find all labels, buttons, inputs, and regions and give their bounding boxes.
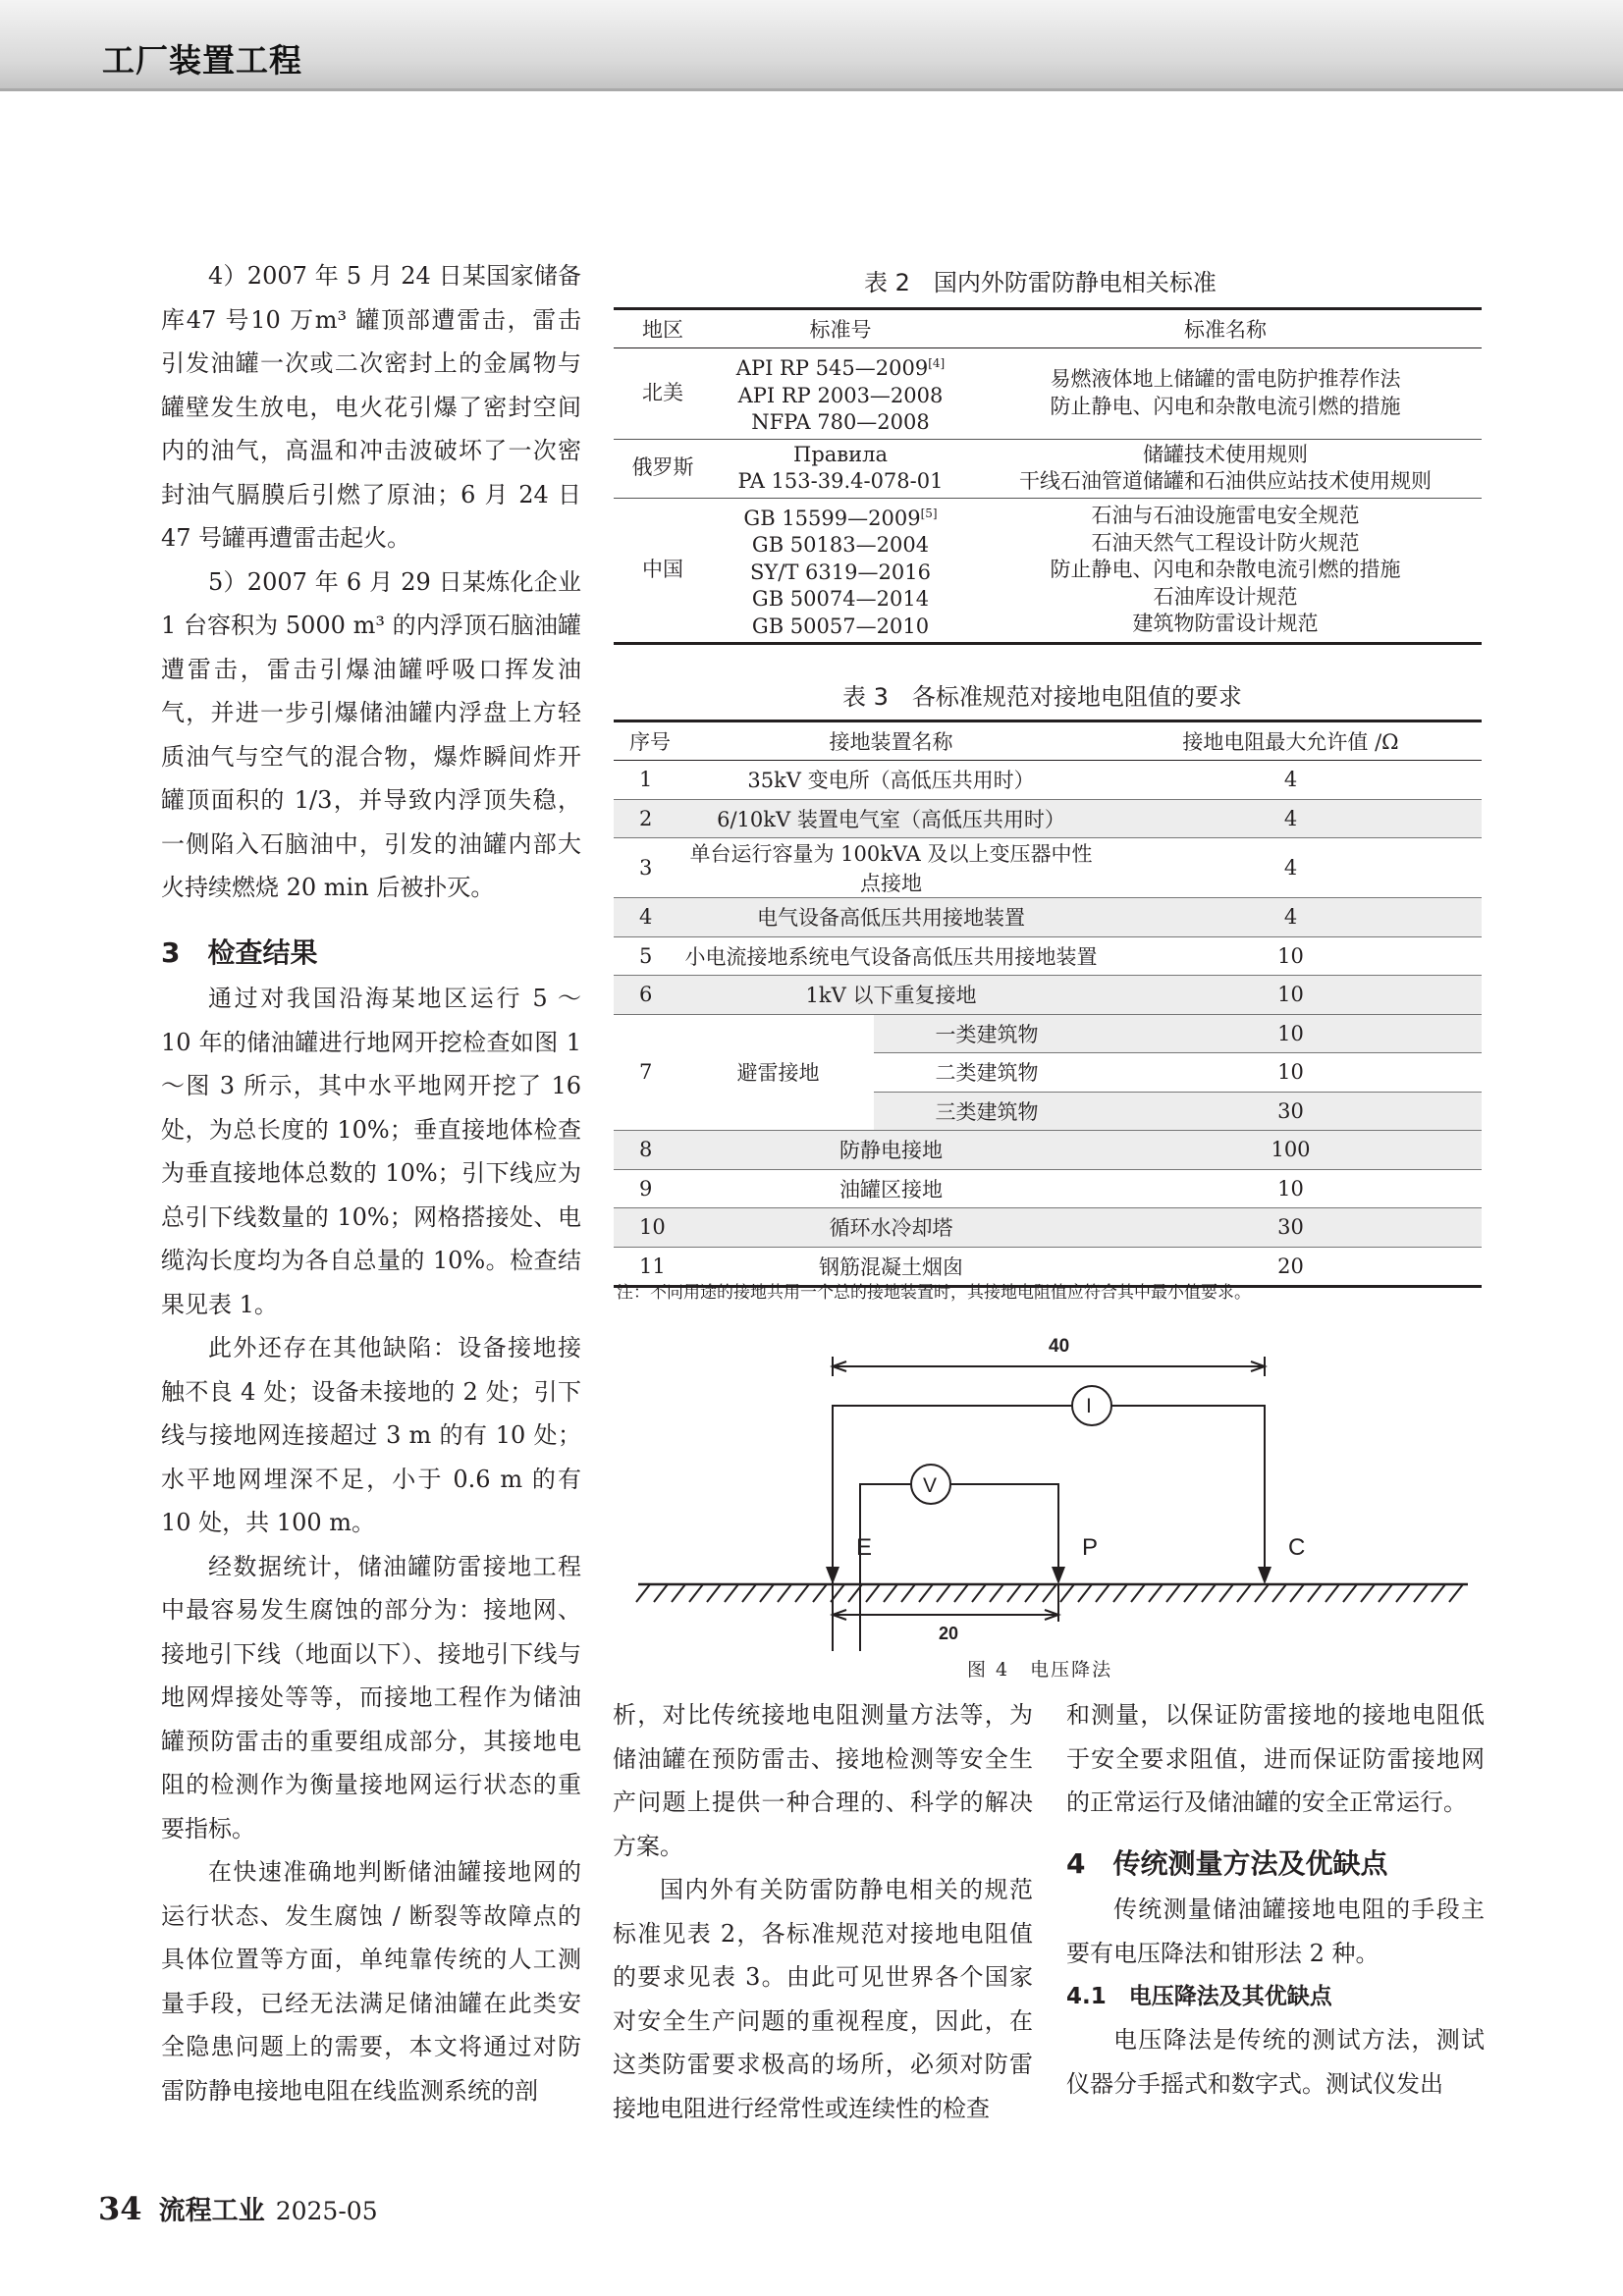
- standard-code: GB 50183—2004: [751, 533, 930, 557]
- standard-name: 石油天然气工程设计防火规范: [1091, 530, 1360, 555]
- region-cell: 北美: [614, 348, 712, 440]
- standard-name: 建筑物防雷设计规范: [1132, 612, 1319, 635]
- table-row: [614, 976, 1482, 1015]
- table-row: [614, 439, 1482, 498]
- ground-hatch: [884, 1584, 897, 1602]
- current-wire: [1111, 1406, 1265, 1533]
- row-number: 6: [614, 976, 682, 1015]
- region-cell: 中国: [642, 558, 683, 581]
- standard-code: GB 50074—2014: [751, 587, 930, 611]
- ground-hatch: [937, 1584, 950, 1602]
- name-cell: [969, 439, 1482, 498]
- resistance-value: 100: [1100, 1131, 1482, 1170]
- ground-hatch: [1414, 1584, 1428, 1602]
- row-number: 4: [614, 898, 682, 937]
- standard-code: NFPA 780—2008: [751, 410, 930, 434]
- resistance-value: 4: [1100, 898, 1482, 937]
- standard-name: 石油库设计规范: [1153, 584, 1298, 609]
- standard-code: GB 50057—2010: [751, 614, 930, 638]
- table-row: [614, 1014, 1482, 1053]
- standard-name: 易燃液体地上储罐的雷电防护推荐作法: [1050, 367, 1401, 392]
- arrow-head: [1052, 1567, 1065, 1584]
- table-row: [614, 799, 1482, 838]
- device-name: 防静电接地: [682, 1131, 1100, 1170]
- ground-hatch: [990, 1584, 1003, 1602]
- row-number: 11: [614, 1247, 682, 1287]
- device-name: 单台运行容量为 100kVA 及以上变压器中性点接地: [682, 838, 1100, 898]
- row-number: 9: [614, 1169, 682, 1208]
- resistance-value: 4: [1100, 799, 1482, 838]
- table-header: 标准名称: [969, 309, 1482, 348]
- ground-hatch: [1096, 1584, 1109, 1602]
- standard-code: SY/T 6319—2016: [750, 560, 931, 584]
- ground-hatch: [1379, 1584, 1392, 1602]
- paragraph: 5）2007 年 6 月 29 日某炼化企业 1 台容积为 5000 m³ 的内浮顶石脑油罐遭雷击，雷击引爆油罐呼吸口挥发油气，并进一步引爆储油罐内浮盘上方轻质油气与空气的混合物，爆炸瞬间炸开罐顶面积的 1/3，并导致内浮顶失稳，一侧陷入石脑油中，引发的油罐内部大火持续燃烧 20 min 后被扑灭。: [161, 567, 581, 901]
- ground-hatch: [1432, 1584, 1445, 1602]
- ground-hatch: [1131, 1584, 1145, 1602]
- ground-hatch: [866, 1584, 880, 1602]
- paragraph: 在快速准确地判断储油罐接地网的运行状态、发生腐蚀 / 断裂等故障点的具体位置等方面，单纯靠传统的人工测量手段，已经无法满足储油罐在此类安全隐患问题上的需要，本文将通过对防雷防静电接地电阻在线监测系统的剖: [161, 1858, 581, 2105]
- row-number: 5: [614, 936, 682, 976]
- voltage-drop-diagram: [628, 1327, 1473, 1651]
- right-column: [1066, 1693, 1485, 2106]
- paragraph: 传统测量储油罐接地电阻的手段主要有电压降法和钳形法 2 种。: [1066, 1896, 1485, 1967]
- ground-hatch: [1007, 1584, 1021, 1602]
- middle-column: [613, 1693, 1033, 2130]
- ground-hatch: [1449, 1584, 1463, 1602]
- ground-hatch: [1025, 1584, 1039, 1602]
- standard-code: Правила: [793, 442, 888, 466]
- voltage-wire: [860, 1484, 911, 1651]
- device-name: 循环水冷却塔: [682, 1208, 1100, 1248]
- ground-hatch: [1078, 1584, 1092, 1602]
- resistance-value: 4: [1100, 838, 1482, 898]
- section-heading: 4 传统测量方法及优缺点: [1066, 1846, 1388, 1880]
- footer: [98, 2189, 378, 2227]
- resistance-value: 4: [1100, 761, 1482, 800]
- ground-hatch: [689, 1584, 703, 1602]
- standard-name: 防止静电、闪电和杂散电流引燃的措施: [1050, 394, 1401, 418]
- code-cell: [712, 439, 969, 498]
- ground-hatch: [1255, 1584, 1269, 1602]
- section-heading: 3 检查结果: [161, 935, 318, 969]
- device-name: 电气设备高低压共用接地装置: [682, 898, 1100, 937]
- ground-hatch: [760, 1584, 774, 1602]
- code-cell: [712, 348, 969, 440]
- row-number: 1: [614, 761, 682, 800]
- row-number: 10: [614, 1208, 682, 1248]
- arrow-head: [826, 1567, 839, 1584]
- table-row: [614, 761, 1482, 800]
- ground-hatch: [742, 1584, 756, 1602]
- ground-hatch: [919, 1584, 933, 1602]
- ground-hatch: [1060, 1584, 1074, 1602]
- paragraph: 通过对我国沿海某地区运行 5 ～ 10 年的储油罐进行地网开挖检查如图 1 ～图 3 所示，其中水平地网开挖了 16 处，为总长度的 10%；垂直接地体检查为垂直接地体总数的 10%；引下线应为总引下线数量的 10%；网格搭接处、电缆沟长度均为各自总量的 10%。检查结果见表 1。: [161, 985, 581, 1318]
- table-row: [614, 898, 1482, 937]
- resistance-value: 10: [1100, 976, 1482, 1015]
- device-name: 1kV 以下重复接地: [682, 976, 1100, 1015]
- ground-hatch: [1043, 1584, 1056, 1602]
- header-bar: [0, 0, 1623, 91]
- section-title: 工厂装置工程: [102, 41, 302, 80]
- table-header: 序号: [614, 721, 682, 761]
- table3-caption: 表 3 各标准规范对接地电阻值的要求: [842, 683, 1242, 711]
- table2-caption: 表 2 国内外防雷防静电相关标准: [864, 269, 1217, 296]
- ground-hatch: [1361, 1584, 1375, 1602]
- resistance-table: [614, 720, 1482, 1288]
- building-class: 三类建筑物: [874, 1092, 1100, 1131]
- device-name: 油罐区接地: [682, 1169, 1100, 1208]
- table-row: [614, 498, 1482, 644]
- ground-hatch: [1325, 1584, 1339, 1602]
- ground-hatch: [1202, 1584, 1216, 1602]
- name-cell: [969, 348, 1482, 440]
- issue-number: 2025-05: [275, 2197, 378, 2225]
- ground-hatch: [707, 1584, 721, 1602]
- row-number: 8: [614, 1131, 682, 1170]
- dim-label-bottom: 20: [939, 1624, 959, 1643]
- table-note: 注：不同用途的接地共用一个总的接地装置时，其接地电阻值应符合其中最小值要求。: [617, 1283, 1251, 1303]
- table-row: [614, 348, 1482, 440]
- table-header: 地区: [614, 309, 712, 348]
- table-row: [614, 1169, 1482, 1208]
- ground-hatch: [636, 1584, 650, 1602]
- table-header: 接地电阻最大允许值 /Ω: [1100, 721, 1482, 761]
- ground-hatch: [654, 1584, 668, 1602]
- standard-name: 储罐技术使用规则: [1143, 442, 1308, 466]
- device-name: 小电流接地系统电气设备高低压共用接地装置: [682, 936, 1100, 976]
- ground-hatch: [672, 1584, 685, 1602]
- paragraph: 4）2007 年 5 月 24 日某国家储备库47 号10 万m³ 罐顶部遭雷击，雷击引发油罐一次或二次密封上的金属物与罐壁发生放电，电火花引爆了密封空间内的油气，高温和冲击波破坏了一次密封油气膈膜后引燃了原油；6 月 24 日 47 号罐再遭雷击起火。: [161, 262, 581, 552]
- resistance-value: 10: [1100, 1053, 1482, 1093]
- row-number: 7: [614, 1014, 682, 1131]
- subsection-heading: 4.1 电压降法及其优缺点: [1066, 1984, 1332, 2009]
- paragraph: 此外还存在其他缺陷：设备接地接触不良 4 处；设备未接地的 2 处；引下线与接地网连接超过 3 m 的有 10 处；水平地网埋深不足，小于 0.6 m 的有 10 处，共 100 m。: [161, 1334, 581, 1536]
- arrow-head: [1258, 1567, 1271, 1584]
- device-name: 避雷接地: [682, 1014, 874, 1131]
- table-row: [614, 1131, 1482, 1170]
- reference-mark: [5]: [920, 506, 938, 520]
- ground-hatch: [1184, 1584, 1198, 1602]
- ground-hatch: [1343, 1584, 1357, 1602]
- paragraph: 和测量，以保证防雷接地的接地电阻低于安全要求阻值，进而保证防雷接地网的正常运行及储油罐的安全正常运行。: [1066, 1701, 1485, 1816]
- row-number: 2: [614, 799, 682, 838]
- standard-name: 石油与石油设施雷电安全规范: [1091, 504, 1360, 527]
- table-header: 接地装置名称: [682, 721, 1100, 761]
- ground-hatch: [725, 1584, 738, 1602]
- table-row: [614, 1208, 1482, 1248]
- ground-hatch: [795, 1584, 809, 1602]
- ground-hatch: [1308, 1584, 1322, 1602]
- standards-table: [614, 307, 1482, 645]
- region-cell: 俄罗斯: [614, 439, 712, 498]
- standard-name: 干线石油管道储罐和石油供应站技术使用规则: [1019, 469, 1432, 493]
- resistance-value: 10: [1100, 1169, 1482, 1208]
- paragraph: 电压降法是传统的测试方法，测试仪器分手摇式和数字式。测试仪发出: [1066, 2026, 1485, 2098]
- electrode-label-p: P: [1082, 1534, 1099, 1561]
- table-header: 标准号: [712, 309, 969, 348]
- row-number: 3: [614, 838, 682, 898]
- ground-hatch: [901, 1584, 915, 1602]
- standard-code: PA 153-39.4-078-01: [737, 469, 944, 493]
- name-cell: [969, 498, 1482, 644]
- ammeter-label: I: [1086, 1395, 1092, 1417]
- ground-hatch: [1237, 1584, 1251, 1602]
- device-name: 钢筋混凝土烟囱: [682, 1247, 1100, 1287]
- ground-hatch: [1396, 1584, 1410, 1602]
- paragraph: 析，对比传统接地电阻测量方法等，为储油罐在预防雷击、接地检测等安全生产问题上提供一种合理的、科学的解决方案。: [613, 1701, 1033, 1860]
- resistance-value: 30: [1100, 1208, 1482, 1248]
- paragraph: 国内外有关防雷防静电相关的规范标准见表 2，各标准规范对接地电阻值的要求见表 3。由此可见世界各个国家对安全生产问题的重视程度，因此，在这类防雷要求极高的场所，必须对防雷接地电阻进行经常性或连续性的检查: [613, 1876, 1033, 2122]
- ground-hatch: [1272, 1584, 1286, 1602]
- ground-hatch: [813, 1584, 827, 1602]
- standard-code: API RP 545—2009[4]: [735, 356, 946, 380]
- building-class: 一类建筑物: [874, 1014, 1100, 1053]
- standard-name: 防止静电、闪电和杂散电流引燃的措施: [1050, 558, 1401, 581]
- ground-hatch: [778, 1584, 791, 1602]
- reference-mark: [4]: [928, 356, 946, 370]
- paragraph: 经数据统计，储油罐防雷接地工程中最容易发生腐蚀的部分为：接地网、接地引下线（地面以下）、接地引下线与地网焊接处等等，而接地工程作为储油罐预防雷击的重要组成部分，其接地电阻的检测作为衡量接地网运行状态的重要指标。: [161, 1552, 581, 1842]
- voltmeter-label: V: [923, 1474, 938, 1497]
- standard-code: API RP 2003—2008: [737, 383, 944, 407]
- ground-hatch: [1219, 1584, 1233, 1602]
- resistance-value: 20: [1100, 1247, 1482, 1287]
- device-name: 6/10kV 装置电气室（高低压共用时）: [682, 799, 1100, 838]
- resistance-value: 10: [1100, 936, 1482, 976]
- ground-hatch: [1149, 1584, 1163, 1602]
- ground-hatch: [1290, 1584, 1304, 1602]
- code-cell: [712, 498, 969, 644]
- ground-hatch: [972, 1584, 986, 1602]
- ground-hatch: [1166, 1584, 1180, 1602]
- left-column: [161, 254, 581, 2112]
- ammeter-circle: [1072, 1386, 1111, 1425]
- electrode-label-e: E: [856, 1534, 873, 1561]
- electrode-label-c: C: [1288, 1534, 1306, 1561]
- table-row: [614, 838, 1482, 898]
- voltage-wire: [950, 1484, 1058, 1533]
- page-number: 34: [98, 2190, 142, 2227]
- ground-hatch: [1113, 1584, 1127, 1602]
- table-row: [614, 936, 1482, 976]
- dim-label-top: 40: [1049, 1336, 1070, 1357]
- figure-caption: 图 4 电压降法: [967, 1659, 1113, 1681]
- resistance-value: 30: [1100, 1092, 1482, 1131]
- building-class: 二类建筑物: [874, 1053, 1100, 1093]
- resistance-value: 10: [1100, 1014, 1482, 1053]
- standard-code: GB 15599—2009[5]: [743, 506, 938, 530]
- device-name: 35kV 变电所（高低压共用时）: [682, 761, 1100, 800]
- journal-name: 流程工业: [158, 2196, 265, 2226]
- ground-hatch: [954, 1584, 968, 1602]
